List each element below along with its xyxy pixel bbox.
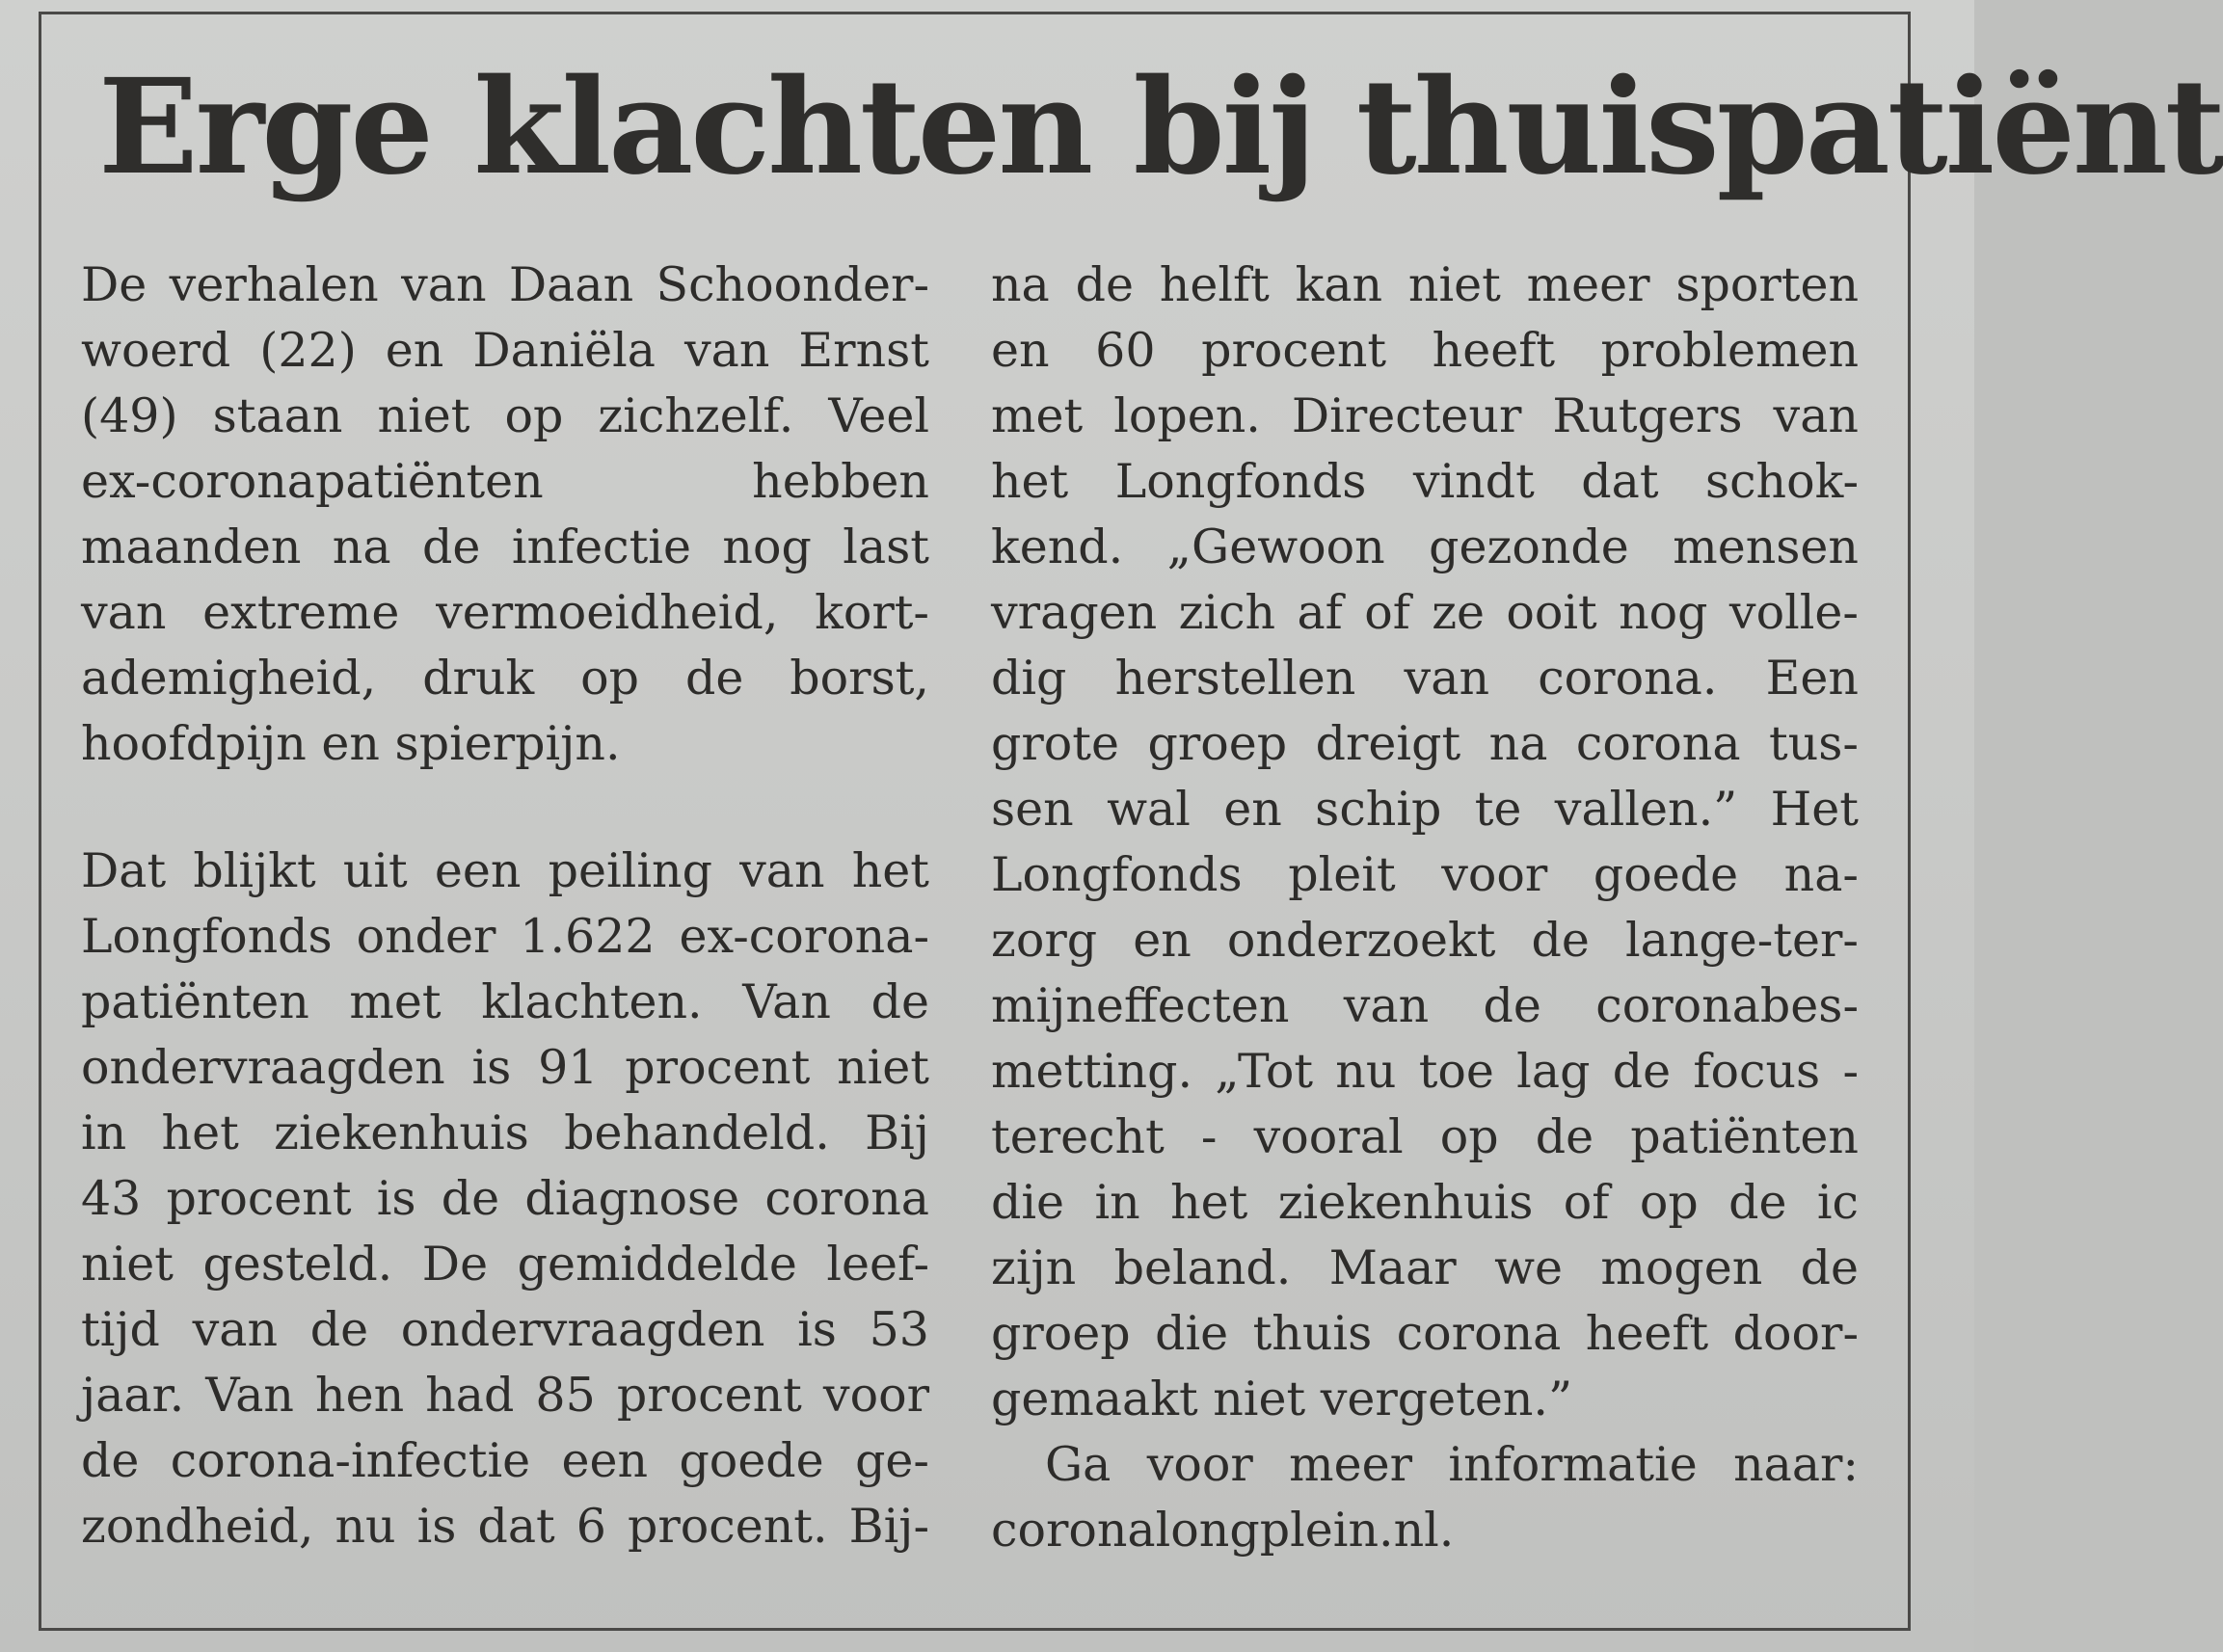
text-line: en 60 procent heeft problemen <box>991 323 1859 378</box>
text-line: de corona-infectie een goede ge- <box>81 1433 929 1488</box>
text-line: terecht - vooral op de patiënten <box>991 1109 1859 1164</box>
text-line: ademigheid, druk op de borst, <box>81 651 929 706</box>
left-column <box>81 253 929 1559</box>
text-line: groep die thuis corona heeft door- <box>991 1306 1859 1361</box>
text-line: die in het ziekenhuis of op de ic <box>991 1175 1859 1230</box>
paragraph-gap <box>81 777 929 839</box>
text-line: Dat blijkt uit een peiling van het <box>81 843 929 898</box>
text-line: met lopen. Directeur Rutgers van <box>991 388 1859 443</box>
text-line: na de helft kan niet meer sporten <box>991 257 1859 312</box>
text-line: ex-coronapatiënten hebben <box>81 454 929 509</box>
text-line: vragen zich af of ze ooit nog volle- <box>991 585 1859 640</box>
text-line: gemaakt niet vergeten.” <box>991 1372 1573 1426</box>
text-line: maanden na de infectie nog last <box>81 520 929 574</box>
left-paragraph-1 <box>81 253 929 777</box>
text-line: in het ziekenhuis behandeld. Bij <box>81 1106 929 1160</box>
text-line: woerd (22) en Daniëla van Ernst <box>81 323 929 378</box>
text-line: niet gesteld. De gemiddelde leef- <box>81 1237 929 1292</box>
text-line: sen wal en schip te vallen.” Het <box>991 782 1859 837</box>
right-column <box>991 253 1859 1563</box>
text-line: (49) staan niet op zichzelf. Veel <box>81 388 929 443</box>
text-line: jaar. Van hen had 85 procent voor <box>81 1368 929 1423</box>
text-line: zondheid, nu is dat 6 procent. Bij- <box>81 1499 929 1554</box>
text-line: zijn beland. Maar we mogen de <box>991 1240 1859 1295</box>
text-line: Longfonds pleit voor goede na- <box>991 847 1859 902</box>
website-link-text: coronalongplein.nl. <box>991 1503 1455 1558</box>
text-line: patiënten met klachten. Van de <box>81 974 929 1029</box>
text-line: tijd van de ondervraagden is 53 <box>81 1302 929 1357</box>
text-line: het Longfonds vindt dat schok- <box>991 454 1859 509</box>
right-paragraph-1 <box>991 253 1859 1432</box>
right-paragraph-2 <box>991 1432 1859 1563</box>
text-line: van extreme vermoeidheid, kort- <box>81 585 929 640</box>
text-line: grote groep dreigt na corona tus- <box>991 716 1859 771</box>
text-line: De verhalen van Daan Schoonder- <box>81 257 929 312</box>
text-line: metting. „Tot nu toe lag de focus - <box>991 1044 1859 1099</box>
text-line: hoofdpijn en spierpijn. <box>81 716 621 771</box>
text-line: dig herstellen van corona. Een <box>991 651 1859 706</box>
text-line: mijneffecten van de coronabes- <box>991 978 1859 1033</box>
left-paragraph-2 <box>81 839 929 1559</box>
article-headline: Erge klachten bij thuispatiënt <box>98 50 2223 204</box>
text-line: 43 procent is de diagnose corona <box>81 1171 929 1226</box>
text-line: Ga voor meer informatie naar: <box>1045 1437 1859 1492</box>
text-line: Longfonds onder 1.622 ex-corona- <box>81 909 929 964</box>
text-line: ondervraagden is 91 procent niet <box>81 1040 929 1095</box>
text-line: zorg en onderzoekt de lange-ter- <box>991 913 1859 968</box>
text-line: kend. „Gewoon gezonde mensen <box>991 520 1859 574</box>
